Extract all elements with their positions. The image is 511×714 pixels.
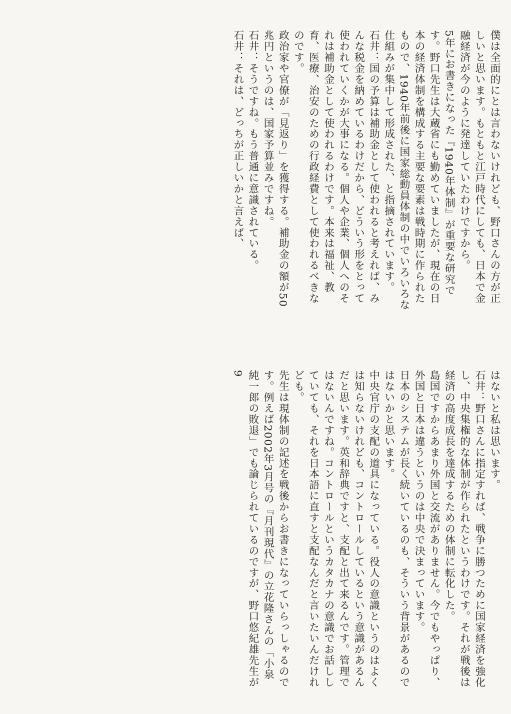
paragraph: 島国ですからあまり外国と交流がありません。今でもやっぱり、外国と日本は違うというのは中央で決まっています。	[412, 370, 440, 688]
paragraph: 石井：国の予算は補助金として使われると考えれば、みんな税金を納めているわけだから、どういう形をとって使われていくかが大事になる。個人や企業、個人へのそれは補助金として使われるわけです。本来は福祉、教育、医療、治安のための行政経費として使われるべきなのです。	[291, 30, 380, 304]
top-band-text	[15, 30, 501, 313]
paragraph: 中央官庁の支配の道具になっている。役人の意識というのはよくは知らないけれども、コントロールしているという意識があるんだと思います。英和辞典ですと、支配と出て来るんです。管理ではないんですね。コントロールというカタカナの意識でお話ししていても、それを日本語に直すと支配なんだと言いたいんだけれども。	[291, 370, 380, 688]
paragraph: 政治家や官僚が「見返り」を獲得する。補助金の額が50兆円というのは、国家予算並みですね。	[261, 30, 289, 308]
paragraph: 石井：野口さんに指定すれば、戦争に勝つために国家経済を強化し、中央集権的な体制が作られたというわけです。それが戦後は経済の高度成長を達成するための体制に転化した。	[442, 370, 485, 688]
bottom-band-text	[15, 370, 501, 688]
paragraph: 石井：それは、どっちが正しいかと言えば、	[231, 30, 244, 249]
paragraph: 僕は全面的にとは言わないけれども、野口さんの方が正しいと思います。もともと江戸時代にしても、日本で金融経済が今のように発達していたわけですから。	[457, 30, 500, 304]
paragraph: 先生は現体制の記述を戦後からお書きになっていらっしゃるのです。例えば2002年3月号の『月刊現代』の立花隆さんの「小泉純一郎の敗退」でも論じられているのですが、野口悠紀雄先生が9	[231, 370, 289, 688]
paragraph: はないと私は思います。	[488, 370, 500, 491]
paragraph: 日本のシステムが長く続いているのも、そういう背景があるのではないかと思います。	[382, 370, 410, 688]
paragraph: 石井：そうですね。もう普通に意識されている。	[246, 30, 259, 271]
paragraph: 5年にお書きになった『1940年体制』が重要な研究です。野口先生は大蔵省にも勤めていましたが、現在の日本の経済体制を構成する主要な要素は戦時期に作られたもので、1940年前後に国家総動員体制の中でいろいろな仕組みが集中して形成された、と指摘されています。	[382, 30, 455, 311]
